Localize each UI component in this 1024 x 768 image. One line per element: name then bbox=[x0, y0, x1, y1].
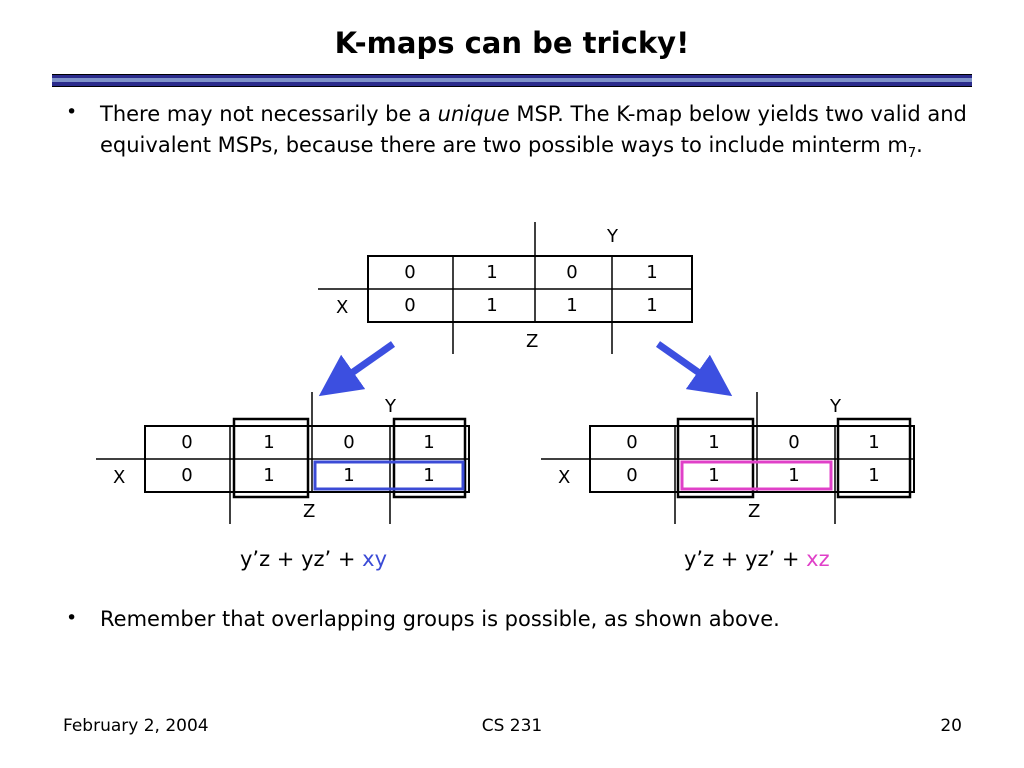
kmap-left-cell: 1 bbox=[263, 432, 275, 453]
formula-right bbox=[684, 547, 830, 571]
kmap-top-z-label: Z bbox=[526, 331, 539, 352]
kmap-top-cell: 0 bbox=[404, 262, 416, 283]
kmap-left-cell: 1 bbox=[423, 432, 435, 453]
footer-course: CS 231 bbox=[481, 716, 543, 736]
kmap-top-cell: 1 bbox=[566, 295, 578, 316]
kmap-left-cell: 0 bbox=[181, 465, 193, 486]
bullet1-mid: MSP. The K-map below yields two valid and equivalent MSPs, because there are two possible ways to include minterm m bbox=[100, 102, 967, 157]
kmap-top-cell: 0 bbox=[404, 295, 416, 316]
kmap-top-y-label: Y bbox=[607, 226, 618, 247]
kmap-left-z-label: Z bbox=[303, 501, 316, 522]
bullet-marker: • bbox=[66, 101, 78, 123]
kmap-right-cell: 1 bbox=[868, 432, 880, 453]
footer-date: February 2, 2004 bbox=[63, 716, 209, 736]
kmap-right-cell: 0 bbox=[626, 432, 638, 453]
bullet-marker: • bbox=[66, 607, 78, 629]
bullet-text-2: Remember that overlapping groups is possible, as shown above. bbox=[100, 607, 780, 631]
kmap-right-cell: 1 bbox=[708, 465, 720, 486]
kmap-left-cell: 1 bbox=[343, 465, 355, 486]
formula-left bbox=[240, 547, 387, 571]
kmap-right-cell: 1 bbox=[788, 465, 800, 486]
kmap-top-cell: 0 bbox=[566, 262, 578, 283]
formula-right-base: y’z + yz’ + bbox=[684, 547, 807, 571]
formula-left-term: xy bbox=[362, 547, 388, 571]
kmap-left-y-label: Y bbox=[385, 396, 396, 417]
kmap-top-x-label: X bbox=[336, 297, 349, 318]
kmap-top-cell: 1 bbox=[646, 295, 658, 316]
slide-title: K-maps can be tricky! bbox=[334, 26, 690, 60]
bullet1-pre: There may not necessarily be a bbox=[100, 102, 438, 126]
kmap-top-cell: 1 bbox=[486, 262, 498, 283]
formula-right-term: xz bbox=[806, 547, 830, 571]
kmap-right-cell: 0 bbox=[788, 432, 800, 453]
kmap-top-cell: 1 bbox=[646, 262, 658, 283]
kmap-right-y-label: Y bbox=[830, 396, 841, 417]
formula-left-base: y’z + yz’ + bbox=[240, 547, 363, 571]
kmap-top-cell: 1 bbox=[486, 295, 498, 316]
kmap-top bbox=[318, 222, 692, 354]
bullet1-sub: 7 bbox=[907, 146, 917, 162]
kmap-left-cell: 1 bbox=[423, 465, 435, 486]
kmap-right bbox=[541, 392, 914, 524]
kmap-left-cell: 0 bbox=[343, 432, 355, 453]
bullet1-post: . bbox=[916, 133, 923, 157]
kmap-right-x-label: X bbox=[558, 467, 571, 488]
kmap-left-x-label: X bbox=[113, 467, 126, 488]
kmap-left bbox=[96, 392, 469, 524]
footer-page-number: 20 bbox=[940, 716, 962, 736]
kmap-right-cell: 0 bbox=[626, 465, 638, 486]
kmap-right-cell: 1 bbox=[708, 432, 720, 453]
kmap-right-z-label: Z bbox=[748, 501, 761, 522]
arrow-right-icon bbox=[658, 344, 715, 384]
kmap-left-cell: 0 bbox=[181, 432, 193, 453]
arrow-left-icon bbox=[336, 344, 393, 384]
kmap-left-cell: 1 bbox=[263, 465, 275, 486]
bullet1-emph: unique bbox=[437, 102, 510, 126]
kmap-right-cell: 1 bbox=[868, 465, 880, 486]
